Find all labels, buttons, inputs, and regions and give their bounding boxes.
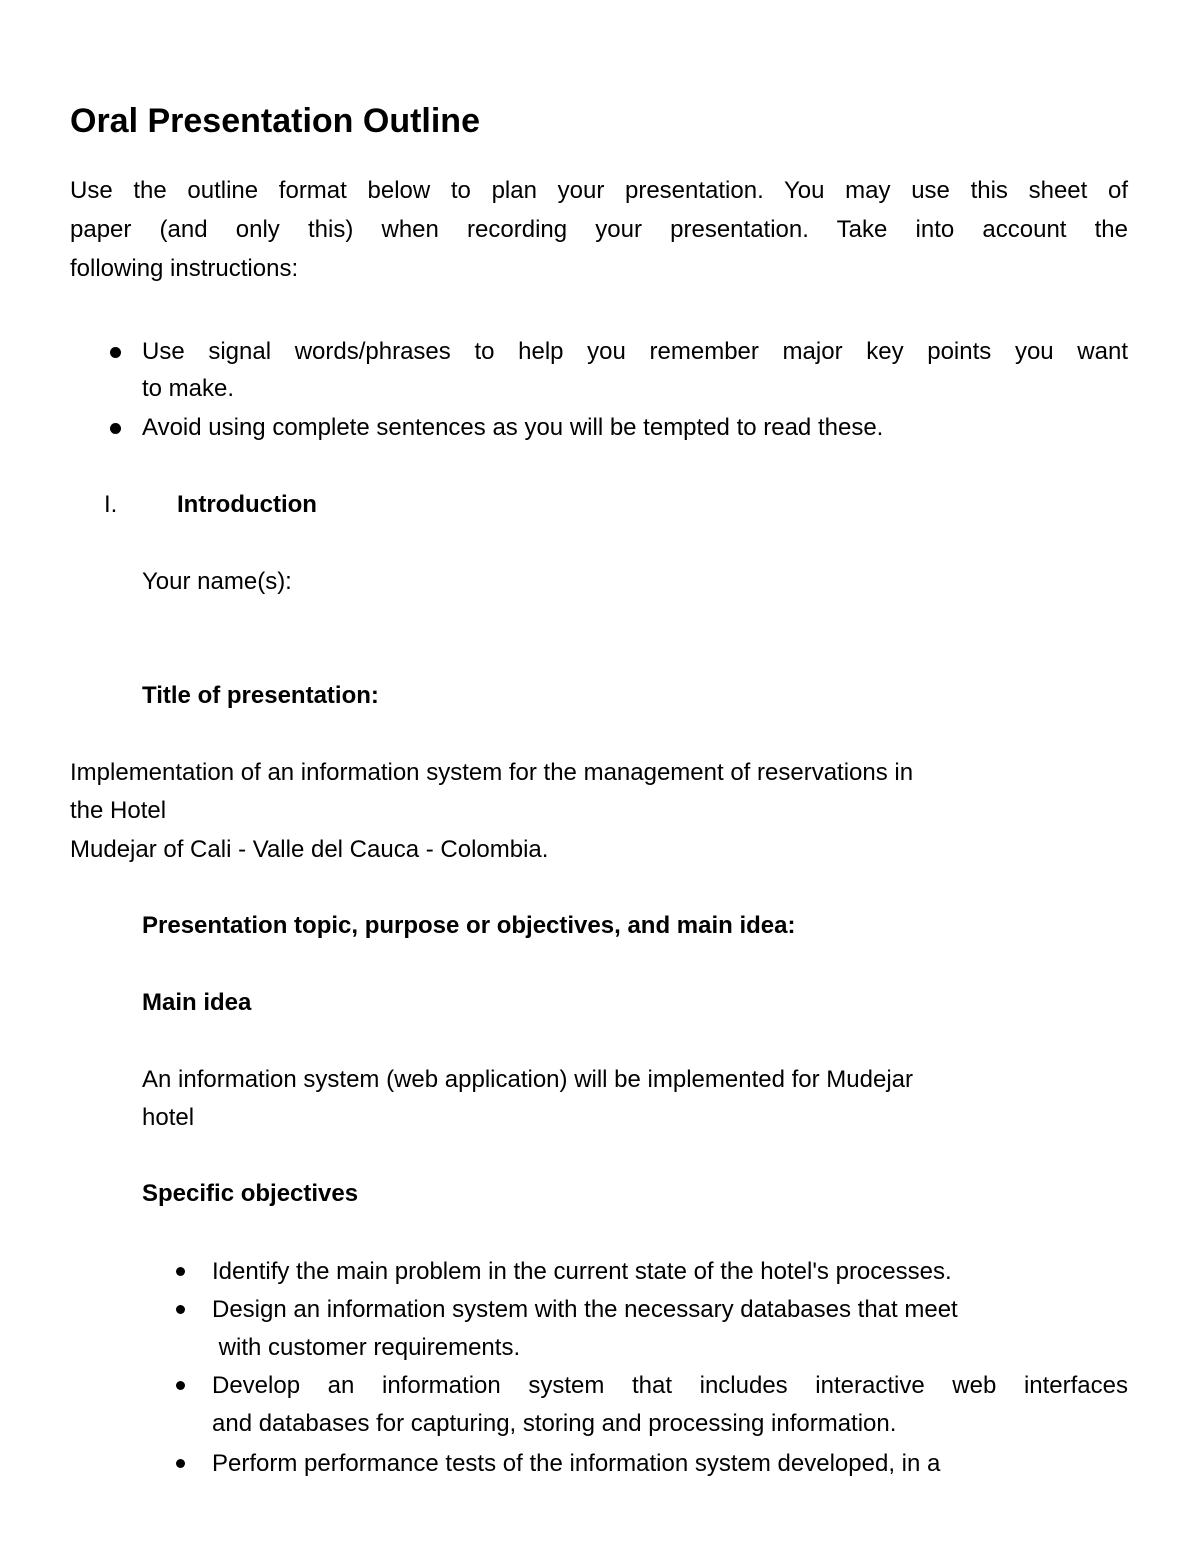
bullet-dot xyxy=(110,347,121,358)
section-numeral: I. xyxy=(104,491,118,518)
presentation-title-line: Mudejar of Cali - Valle del Cauca - Colombia. xyxy=(70,836,549,863)
section-heading: Introduction xyxy=(177,491,317,518)
bullet-dot xyxy=(176,1305,185,1314)
document-title: Oral Presentation Outline xyxy=(70,102,480,140)
bullet-dot xyxy=(176,1381,185,1390)
objective-item-continuation: and databases for capturing, storing and processing information. xyxy=(212,1410,897,1437)
bullet-dot xyxy=(176,1459,185,1468)
instruction-item: Avoid using complete sentences as you will be tempted to read these. xyxy=(142,414,884,441)
objective-item: Identify the main problem in the current state of the hotel's processes. xyxy=(212,1258,952,1285)
your-names-label: Your name(s): xyxy=(142,568,292,595)
objective-item-continuation: with customer requirements. xyxy=(212,1334,521,1361)
objective-item: Develop an information system that includes interactive web interfaces xyxy=(212,1372,1128,1399)
main-idea-label: Main idea xyxy=(142,989,252,1016)
topic-label: Presentation topic, purpose or objectives, and main idea: xyxy=(142,912,796,939)
objective-item: Design an information system with the necessary databases that meet xyxy=(212,1296,958,1323)
bullet-dot xyxy=(176,1267,185,1276)
presentation-title-line: Implementation of an information system for the management of reservations in xyxy=(70,759,914,786)
instruction-item-continuation: to make. xyxy=(142,375,235,402)
presentation-title-line: the Hotel xyxy=(70,797,167,824)
specific-objectives-label: Specific objectives xyxy=(142,1180,359,1207)
intro-line: following instructions: xyxy=(70,255,299,282)
main-idea-text: An information system (web application) will be implemented for Mudejar xyxy=(142,1066,913,1093)
main-idea-text: hotel xyxy=(142,1104,195,1131)
title-label: Title of presentation: xyxy=(142,682,379,709)
objective-item: Perform performance tests of the information system developed, in a xyxy=(212,1450,941,1477)
intro-line: Use the outline format below to plan your presentation. You may use this sheet of xyxy=(70,177,1128,204)
intro-line: paper (and only this) when recording your presentation. Take into account the xyxy=(70,216,1128,243)
instruction-item: Use signal words/phrases to help you remember major key points you want xyxy=(142,338,1128,365)
bullet-dot xyxy=(110,423,121,434)
